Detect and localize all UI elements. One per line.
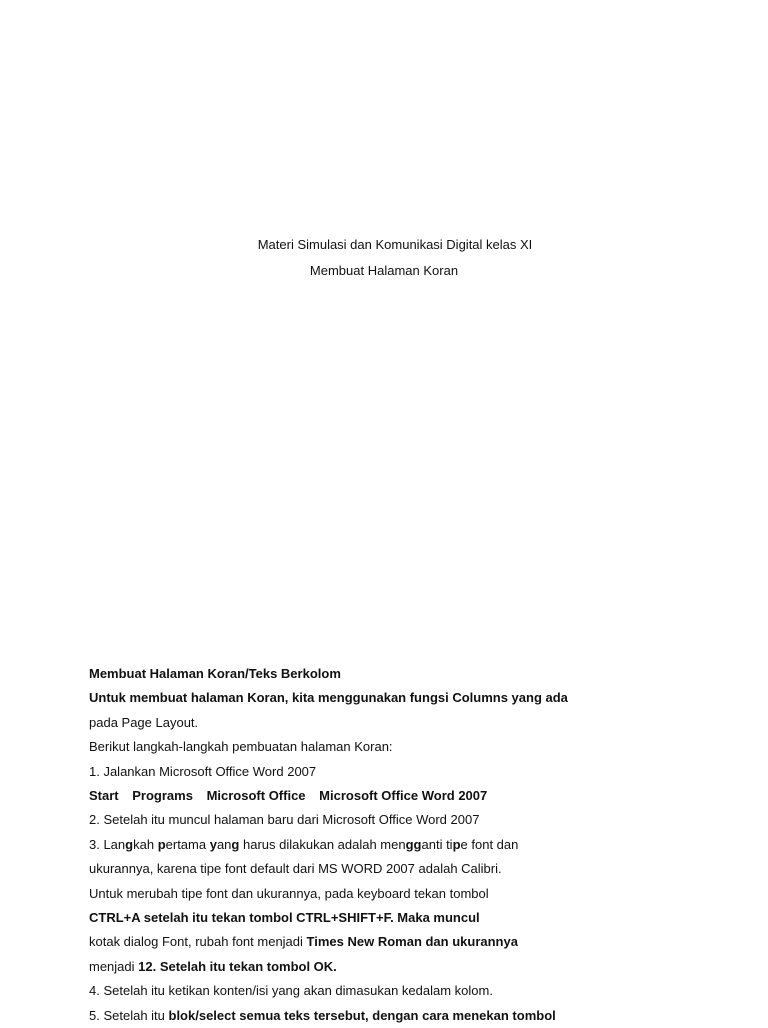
step-3-line-3: Untuk merubah tipe font dan ukurannya, pada keyboard tekan tombol: [89, 885, 489, 901]
step-3-fragment-bold: g: [125, 836, 134, 852]
menu-path: [89, 784, 689, 808]
step-3-fragment: anti ti: [421, 836, 453, 852]
cover-title-line-2: Membuat Halaman Koran: [309, 263, 459, 278]
menu-path-office: Microsoft Office: [206, 788, 306, 804]
step-3-fragment: kah: [133, 836, 158, 852]
step-3-fragment: harus dilakukan adalah men: [239, 836, 406, 852]
steps-intro: Berikut langkah-langkah pembuatan halaman Koran:: [89, 739, 393, 755]
step-3-line-6: [89, 955, 689, 979]
cover-title-block: [0, 232, 768, 284]
step-5-bold: blok/select semua teks tersebut, dengan cara menekan tombol: [168, 1007, 556, 1023]
section-heading: Membuat Halaman Koran/Teks Berkolom: [89, 666, 341, 681]
menu-path-programs: Programs: [132, 788, 193, 804]
menu-path-start: Start: [89, 788, 119, 804]
step-5-normal: 5. Setelah itu: [89, 1007, 169, 1023]
intro-line-2: pada Page Layout.: [89, 714, 199, 730]
step-3-line-1: [89, 833, 689, 857]
cover-title-line-1: Materi Simulasi dan Komunikasi Digital kelas XI: [257, 237, 533, 252]
document-body: [89, 662, 689, 1028]
step-2: 2. Setelah itu muncul halaman baru dari Microsoft Office Word 2007: [89, 812, 480, 828]
step-3-fragment: e font dan: [460, 836, 519, 852]
step-3-fragment: 3. Lan: [89, 836, 126, 852]
step-3-line-2: ukurannya, karena tipe font default dari MS WORD 2007 adalah Calibri.: [89, 861, 502, 877]
step-3-fragment: an: [216, 836, 232, 852]
step-3-fragment: ertama: [165, 836, 210, 852]
step-3-line-5-normal: kotak dialog Font, rubah font menjadi: [89, 934, 307, 950]
step-3-line-5-bold: Times New Roman dan ukurannya: [306, 934, 518, 950]
step-3-line-4: CTRL+A setelah itu tekan tombol CTRL+SHIFT+F. Maka muncul: [89, 910, 480, 926]
step-3-fragment-bold: y: [209, 836, 217, 852]
step-3-line-6-normal: menjadi: [89, 958, 139, 974]
step-3-line-5: [89, 930, 689, 954]
step-3-fragment-bold: gg: [405, 836, 422, 852]
step-3-fragment-bold: g: [231, 836, 240, 852]
step-3-fragment-bold: p: [157, 836, 166, 852]
step-3-fragment-bold: p: [452, 836, 461, 852]
intro-line-1: Untuk membuat halaman Koran, kita menggunakan fungsi Columns yang ada: [89, 690, 568, 706]
step-1: 1. Jalankan Microsoft Office Word 2007: [89, 763, 317, 779]
step-5: [89, 1004, 689, 1028]
step-3-line-6-bold: 12. Setelah itu tekan tombol OK.: [138, 958, 337, 974]
step-4: 4. Setelah itu ketikan konten/isi yang akan dimasukan kedalam kolom.: [89, 983, 493, 999]
menu-path-word: Microsoft Office Word 2007: [319, 788, 488, 804]
